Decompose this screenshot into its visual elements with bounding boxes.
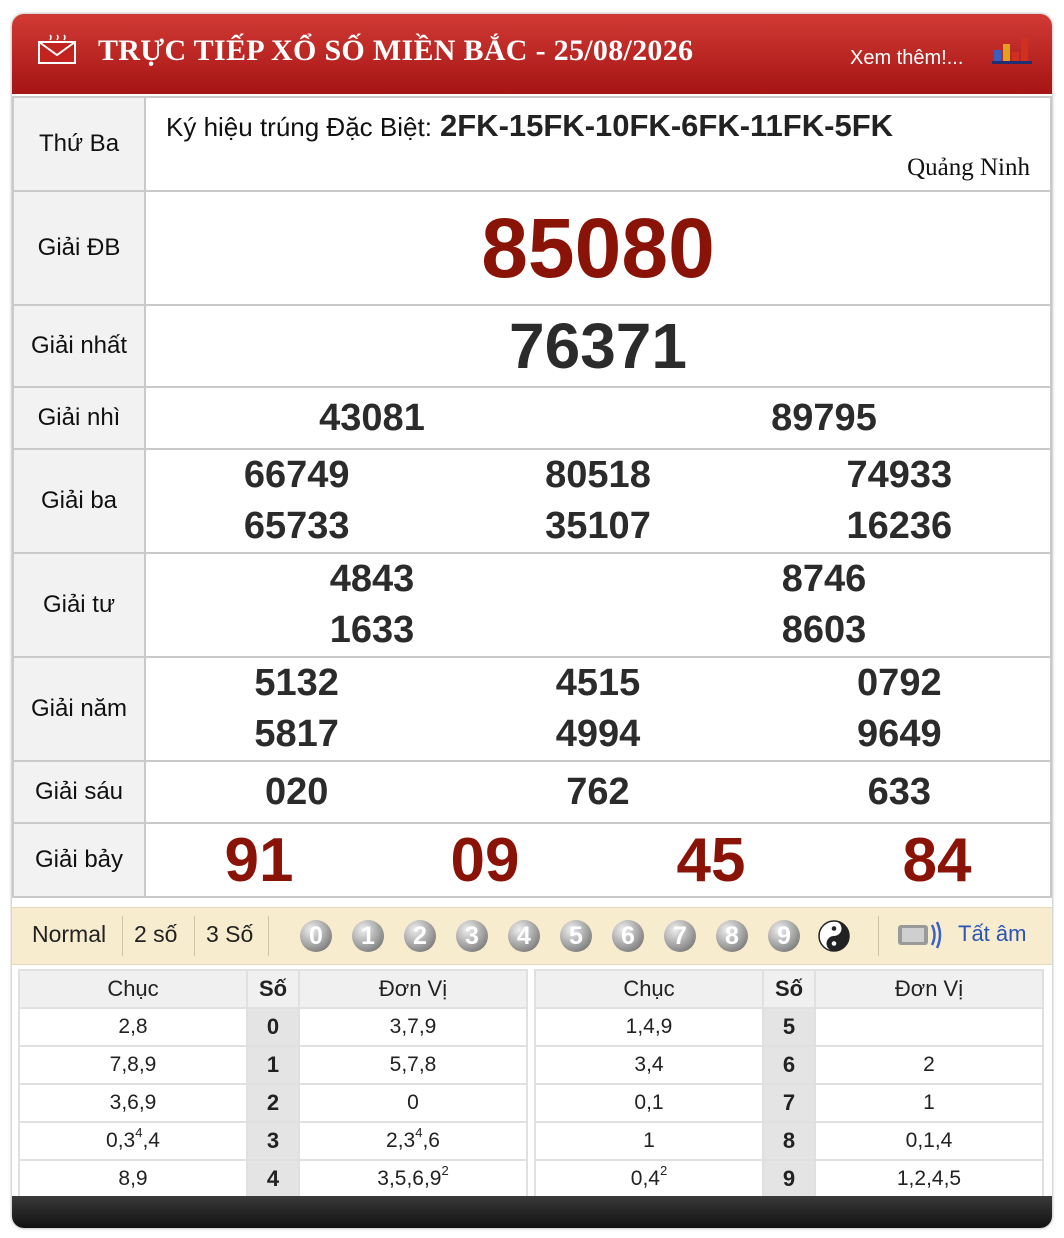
don-vi-cell: 0,1,4: [815, 1122, 1043, 1160]
prize-number: 1633: [329, 609, 415, 651]
prize-number: 65733: [243, 505, 350, 547]
loto-row: [535, 1046, 1043, 1084]
loto-row: [535, 1160, 1043, 1198]
header-chuc: Chục: [535, 970, 763, 1008]
loto-row: [19, 1122, 527, 1160]
prize-number: 4515: [555, 662, 641, 704]
so-cell: 2: [247, 1084, 299, 1122]
prize-number: 74933: [846, 454, 953, 496]
chuc-cell: $0,4^2$: [535, 1160, 763, 1198]
don-vi-cell: 3,5,6,9$^2$: [299, 1160, 527, 1198]
prize-number: 80518: [545, 454, 651, 496]
chuc-cell: 1: [535, 1122, 763, 1160]
prize-label-ba: Giải ba: [13, 449, 145, 553]
chuc-cell: 1,4,9: [535, 1008, 763, 1046]
prize-numbers-ba: [146, 450, 1050, 552]
prize-number: 09: [450, 825, 520, 895]
so-cell: 1: [247, 1046, 299, 1084]
prize-label-bay: Giải bảy: [13, 823, 145, 897]
prize-number: 84: [902, 825, 972, 895]
special-code-value: 2FK-15FK-10FK-6FK-11FK-5FK: [440, 108, 894, 143]
digit-filter-6[interactable]: 6: [612, 920, 644, 952]
footer-bar: [12, 1196, 1052, 1228]
special-code-label: Ký hiệu trúng Đặc Biệt:: [166, 112, 432, 142]
prize-number: 0792: [857, 662, 942, 704]
loto-row: [19, 1160, 527, 1198]
loto-row: [535, 1084, 1043, 1122]
don-vi-cell: 3,7,9: [299, 1008, 527, 1046]
digit-filter-4[interactable]: 4: [508, 920, 540, 952]
prize-number: 35107: [545, 505, 651, 547]
filter-toolbar: [12, 907, 1052, 965]
digit-filter-5[interactable]: 5: [560, 920, 592, 952]
prize-number: 5132: [254, 662, 339, 704]
prize-number: 633: [867, 770, 932, 813]
prize-label-nhat: Giải nhất: [13, 305, 145, 387]
so-cell: 8: [763, 1122, 815, 1160]
chuc-cell: 2,8: [19, 1008, 247, 1046]
prize-numbers-bay: [146, 824, 1050, 896]
toolbar-divider: [878, 916, 879, 956]
so-cell: 4: [247, 1160, 299, 1198]
digit-filter-2[interactable]: 2: [404, 920, 436, 952]
lottery-widget: [12, 14, 1052, 1228]
toolbar-divider: [194, 916, 195, 956]
prize-numbers-db: [146, 192, 1050, 304]
prize-number: 5817: [254, 713, 339, 755]
header-chuc: Chục: [19, 970, 247, 1008]
loto-row: [535, 1008, 1043, 1046]
header-don-vi: Đơn Vị: [299, 970, 527, 1008]
prize-number: 43081: [319, 396, 425, 439]
special-code-cell: [145, 97, 1051, 191]
prize-number: 91: [224, 825, 294, 895]
so-cell: 6: [763, 1046, 815, 1084]
so-cell: 3: [247, 1122, 299, 1160]
don-vi-cell: [815, 1008, 1043, 1046]
prize-number: 8746: [781, 558, 867, 600]
so-cell: 9: [763, 1160, 815, 1198]
header-don-vi: Đơn Vị: [815, 970, 1043, 1008]
prize-label-db: Giải ĐB: [13, 191, 145, 305]
don-vi-cell: $2,3^4,6$: [299, 1122, 527, 1160]
prize-number: 66749: [243, 454, 350, 496]
so-cell: 5: [763, 1008, 815, 1046]
results-table: [12, 96, 1052, 898]
prize-label-nam: Giải năm: [13, 657, 145, 761]
prize-number: 45: [676, 825, 746, 895]
bar-chart-icon[interactable]: [992, 36, 1032, 64]
don-vi-cell: 1: [815, 1084, 1043, 1122]
loto-table-left: [18, 969, 528, 1199]
chuc-cell: $0,3^4,4$: [19, 1122, 247, 1160]
don-vi-cell: 5,7,8: [299, 1046, 527, 1084]
prize-number: 16236: [846, 505, 953, 547]
so-cell: 7: [763, 1084, 815, 1122]
loto-table-right: [534, 969, 1044, 1199]
don-vi-cell: 0: [299, 1084, 527, 1122]
prize-number: 762: [566, 770, 630, 813]
prize-numbers-nhi: [146, 388, 1050, 448]
digit-filter-3[interactable]: 3: [456, 920, 488, 952]
mute-all-link[interactable]: Tất âm: [958, 921, 1027, 946]
toolbar-divider: [122, 916, 123, 956]
toolbar-divider: [268, 916, 269, 956]
chuc-cell: 0,1: [535, 1084, 763, 1122]
so-cell: 0: [247, 1008, 299, 1046]
speaker-icon[interactable]: [896, 919, 942, 951]
prize-number: 9649: [857, 713, 942, 755]
header-bar: [12, 14, 1052, 94]
chuc-cell: 3,4: [535, 1046, 763, 1084]
mode-3-digit-button[interactable]: 3 Số: [206, 921, 254, 947]
loto-row: [19, 1046, 527, 1084]
header-so: Số: [763, 970, 815, 1008]
day-of-week: Thứ Ba: [13, 97, 145, 191]
digit-filter-9[interactable]: 9: [768, 920, 800, 952]
mode-normal-button[interactable]: Normal: [32, 921, 107, 947]
loto-row: [535, 1122, 1043, 1160]
prize-numbers-tu: [146, 554, 1050, 656]
prize-number: 8603: [781, 609, 867, 651]
yin-yang-icon[interactable]: [818, 920, 850, 952]
digit-filter-1[interactable]: 1: [352, 920, 384, 952]
chuc-cell: 7,8,9: [19, 1046, 247, 1084]
don-vi-cell: 2: [815, 1046, 1043, 1084]
digit-filter-0[interactable]: 0: [300, 920, 332, 952]
digit-filter-7[interactable]: 7: [664, 920, 696, 952]
don-vi-cell: 1,2,4,5: [815, 1160, 1043, 1198]
prize-number: 76371: [509, 310, 687, 382]
loto-row: [19, 1008, 527, 1046]
header-so: Số: [247, 970, 299, 1008]
prize-number: 85080: [481, 200, 715, 295]
prize-numbers-nam: [146, 658, 1050, 760]
prize-label-nhi: Giải nhì: [13, 387, 145, 449]
prize-numbers-nhat: [146, 306, 1050, 386]
loto-row: [19, 1084, 527, 1122]
prize-number: 4994: [555, 713, 641, 755]
prize-label-tu: Giải tư: [13, 553, 145, 657]
page-title: TRỰC TIẾP XỔ SỐ MIỀN BẮC - 25/08/2026: [98, 34, 694, 67]
mode-2-digit-button[interactable]: 2 số: [134, 921, 178, 947]
prize-number: 89795: [771, 396, 877, 439]
prize-number: 4843: [329, 558, 415, 600]
digit-filter-8[interactable]: 8: [716, 920, 748, 952]
province-name: Quảng Ninh: [907, 154, 1030, 181]
chuc-cell: 3,6,9: [19, 1084, 247, 1122]
envelope-icon: [38, 34, 76, 64]
chuc-cell: 8,9: [19, 1160, 247, 1198]
prize-label-sau: Giải sáu: [13, 761, 145, 823]
see-more-link[interactable]: Xem thêm!...: [850, 47, 964, 69]
prize-numbers-sau: [146, 762, 1050, 822]
prize-number: 020: [264, 770, 329, 813]
